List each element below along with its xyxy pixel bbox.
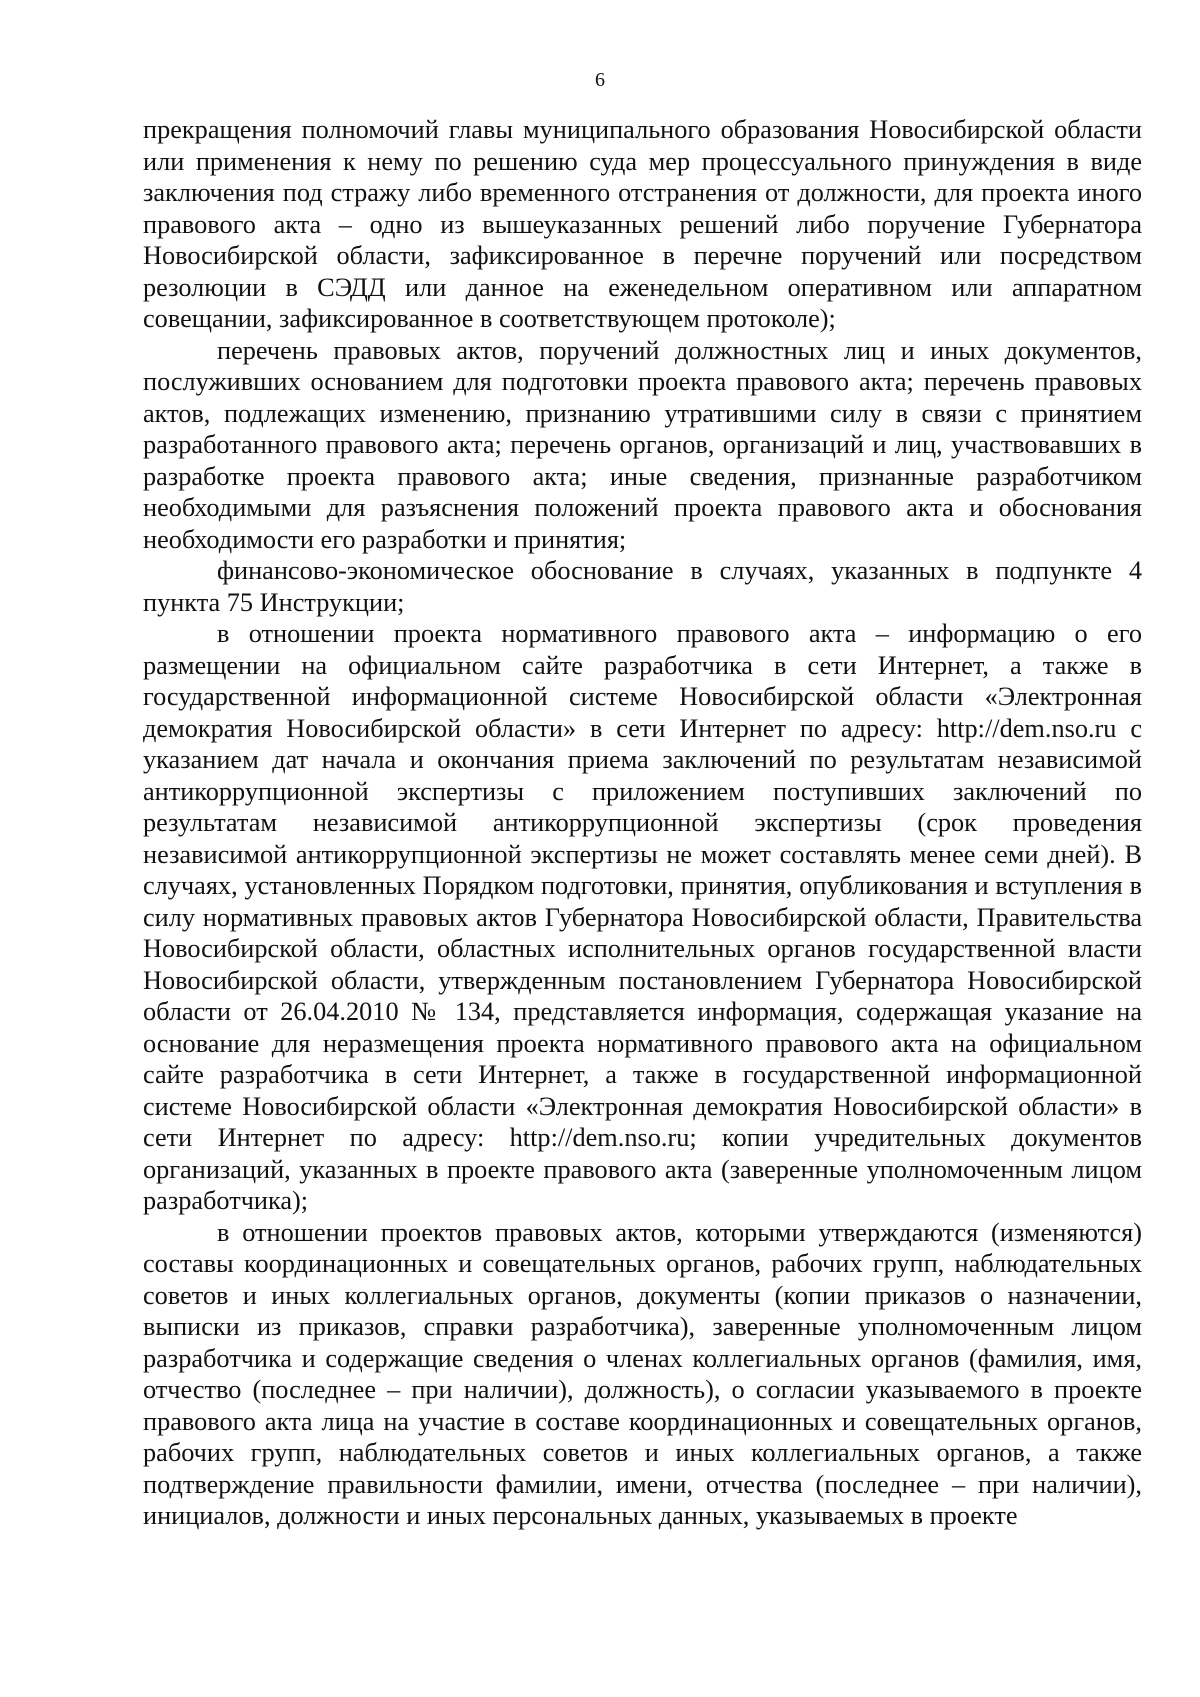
paragraph-2: перечень правовых актов, поручений должностных лиц и иных документов, послуживших основанием для подготовки проекта правового акта; перечень правовых актов, подлежащих изменению, признанию утратившими силу в связи с принятием разработанного правового акта; перечень органов, организаций и лиц, участвовавших в разработке проекта правового акта; иные сведения, признанные разработчиком необходимыми для разъяснения положений проекта правового акта и обоснования необходимости его разработки и принятия; [143,335,1142,554]
paragraph-5: в отношении проектов правовых актов, которыми утверждаются (изменяются) составы координационных и совещательных органов, рабочих групп, наблюдательных советов и иных коллегиальных органов, документы (копии приказов о назначении, выписки из приказов, справки разработчика), заверенные уполномоченным лицом разработчика и содержащие сведения о членах коллегиальных органов (фамилия, имя, отчество (последнее – при наличии), должность), о согласии указываемого в проекте правового акта лица на участие в составе координационных и совещательных органов, рабочих групп, наблюдательных советов и иных коллегиальных органов, а также подтверждение правильности фамилии, имени, отчества (последнее – при наличии), инициалов, должности и иных персональных данных, указываемых в проекте [143,1217,1142,1530]
document-body [143,114,1142,1532]
paragraph-1: прекращения полномочий главы муниципального образования Новосибирской области или применения к нему по решению суда мер процессуального принуждения в виде заключения под стражу либо временного отстранения от должности, для проекта иного правового акта – одно из вышеуказанных решений либо поручение Губернатора Новосибирской области, зафиксированное в перечне поручений или посредством резолюции в СЭДД или данное на еженедельном оперативном или аппаратном совещании, зафиксированное в соответствующем протоколе); [143,115,1142,333]
paragraph-3: финансово-экономическое обоснование в случаях, указанных в подпункте 4 пункта 75 Инструкции; [143,556,1142,617]
page-number: 6 [595,69,605,91]
paragraph-4: в отношении проекта нормативного правового акта – информацию о его размещении на официальном сайте разработчика в сети Интернет, а также в государственной информационной системе Новосибирской области «Электронная демократия Новосибирской области» в сети Интернет по адресу: http://dem.nso.ru с указанием дат начала и окончания приема заключений по результатам независимой антикоррупционной экспертизы с приложением поступивших заключений по результатам независимой антикоррупционной экспертизы (срок проведения независимой антикоррупционной экспертизы не может составлять менее семи дней). В случаях, установленных Порядком подготовки, принятия, опубликования и вступления в силу нормативных правовых актов Губернатора Новосибирской области, Правительства Новосибирской области, областных исполнительных органов государственной власти Новосибирской области, утвержденным постановлением Губернатора Новосибирской области от 26.04.2010 № 134, представляется информация, содержащая указание на основание для неразмещения проекта нормативного правового акта на официальном сайте разработчика в сети Интернет, а также в государственной информационной системе Новосибирской области «Электронная демократия Новосибирской области» в сети Интернет по адресу: http://dem.nso.ru; копии учредительных документов организаций, указанных в проекте правового акта (заверенные уполномоченным лицом разработчика); [143,619,1142,1215]
